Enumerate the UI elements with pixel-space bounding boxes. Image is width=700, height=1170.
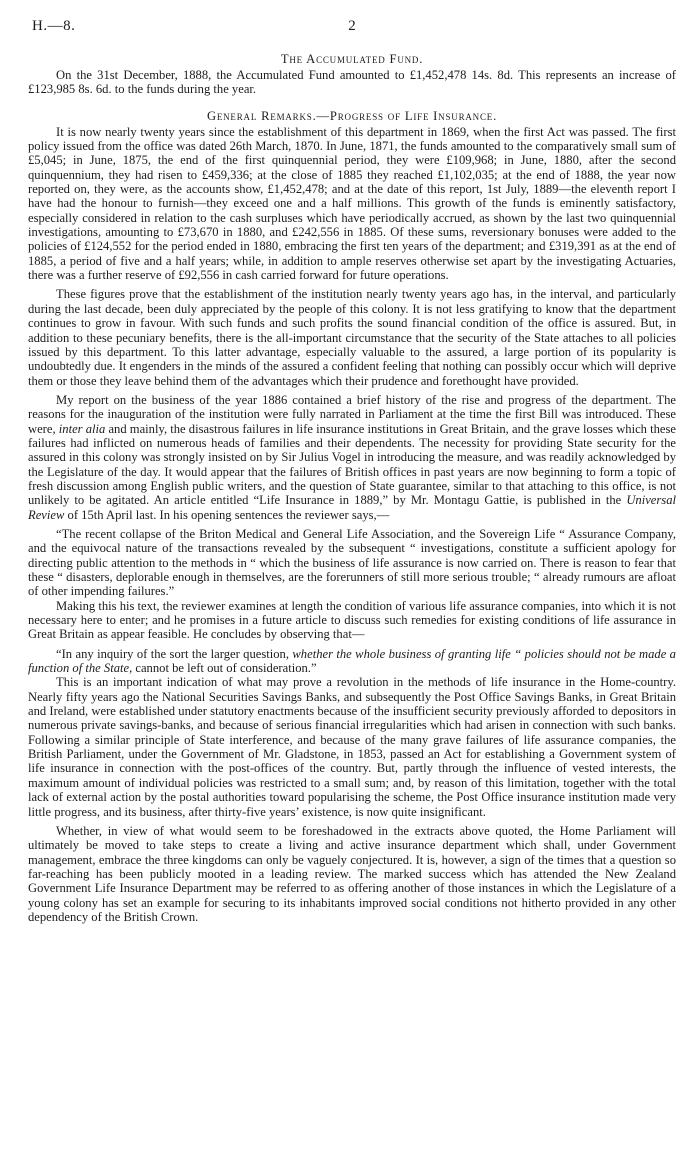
section-heading-accumulated-fund: The Accumulated Fund. bbox=[280, 52, 424, 66]
paragraph-3-text-a: My report on the business of the year 1886 contained a brief history of the rise and progress of the department. The reasons for the inauguration of the institution were fully narrated in Parliament at the time the first Bill was introduced. These were, bbox=[28, 392, 676, 436]
document-page bbox=[28, 18, 676, 924]
paragraph-1: It is now nearly twenty years since the establishment of this department in 1869, when the first Act was passed. The first policy issued from the office was dated 26th March, 1870. In June, 1871, the funds amounted to the comparatively small sum of £5,045; in June, 1875, the end of the first quinquennial period, they were £109,968; in June, 1880, after the second quinquennium, they had risen to £459,336; at the close of 1885 they reached £1,102,035; at the end of 1888, the year now reported on, they were, as the accounts show, £1,452,478; and at the date of this report, 1st July, 1889—the eleventh report I have had the honour to furnish—they exceed one and a half millions. This growth of the funds is eminently satisfactory, especially considered in relation to the cash surpluses which have periodically accrued, as shown by the last two quinquennial investigations, amounting to £73,670 in 1880, and £242,556 in 1885. Of these sums, reversionary bonuses were added to the policies of £124,552 for the period ended in 1880, embracing the first ten years of the department; and £319,391 as at the end of 1885, a period of five and a half years; while, in addition to ample reserves otherwise set apart by the investigating Actuaries, there was a further reserve of £92,556 in cash carried forward for future operations. bbox=[28, 124, 676, 283]
quotation-2-text-a: “In any inquiry of the sort the larger question, bbox=[56, 646, 293, 661]
paragraph-6: Whether, in view of what would seem to be foreshadowed in the extracts above quoted, the Home Parliament will ultimately be moved to take steps to create a living and active insurance department which shall, under Government management, embrace the three kingdoms can only be vaguely conjectured. It is, however, a sign of the times that a question so far-reaching has been publicly mooted in a leading review. The marked success which has attended the New Zealand Government Life Insurance Department may be referred to as offering another of those instances in which the Legislature of a young colony has set an example for securing to its inhabitants improved social conditions not hitherto provided in any other dependency of the British Crown. bbox=[28, 823, 676, 924]
paragraph-3-italic-a: inter alia bbox=[58, 421, 106, 436]
paragraph-3-italic-b: Universal Review bbox=[28, 493, 676, 522]
quotation-2-text-b: cannot be left out of consideration.” bbox=[132, 661, 317, 676]
paragraph-2: These figures prove that the establishment of the institution nearly twenty years ago has, in the interval, and particularly during the last decade, been duly appreciated by the people of this colony. It is not less gratifying to know that the department continues to grow in favour. With such funds and such profits the sound financial condition of the office is assured. But, in addition to these pecuniary benefits, there is the all-important circumstance that the security of the State attaches to all policies issued by this department. To this latter advantage, especially valuable to the assured, a large portion of its popularity is undoubtedly due. It engenders in the minds of the assured a confident feeling that nothing can possibly occur which will deprive them or those they leave behind them of the advantages which their prudence and forethought have provided. bbox=[28, 287, 676, 388]
paragraph-3 bbox=[28, 393, 676, 522]
document-reference: H.—8. bbox=[32, 18, 76, 34]
section-heading-general-remarks: General Remarks.—Progress of Life Insurance. bbox=[206, 108, 498, 123]
paragraph-3-text-b: and mainly, the disastrous failures in life insurance institutions in Great Britain, and the grave losses which these failures had inflicted on numerous heads of families and their dependents. The necessity for providing State security for the assured in this colony was strongly insisted on by Sir Julius Vogel in introducing the measure, and was readily acknowledged by the Legislature of the day. It would appear that the failures of British offices in past years are now beginning to form a topic of fresh discussion among English public writers, and the question of State guarantee, similar to that attaching to this office, is not unlikely to be agitated. An article entitled “Life Insurance in 1889,” by Mr. Montagu Gattie, is published in the bbox=[28, 421, 677, 508]
page-number: 2 bbox=[348, 18, 356, 34]
paragraph-3-text-c: of 15th April last. In his opening sentences the reviewer says,— bbox=[64, 507, 390, 522]
page-header bbox=[28, 18, 676, 40]
paragraph-accumulated-fund: On the 31st December, 1888, the Accumulated Fund amounted to £1,452,478 14s. 8d. This represents an increase of £123,985 8s. 6d. to the funds during the year. bbox=[28, 68, 676, 97]
quotation-2 bbox=[28, 647, 676, 676]
quotation-2-italic: whether the whole business of granting life “ policies should not be made a function of the State, bbox=[28, 646, 676, 676]
paragraph-5: This is an important indication of what may prove a revolution in the methods of life insurance in the Home-country. Nearly fifty years ago the National Securities Savings Banks, and subsequently the Post Office Savings Banks, in Great Britain and Ireland, were established under statutory enactments because of the insufficient security previously afforded to depositors in numerous private savings-banks, and because of serious financial irregularities which had arisen in connection with such banks. Following a similar principle of State interference, and because of the many grave failures of life assurance companies, the British Parliament, under the Government of Mr. Gladstone, in 1853, passed an Act for establishing a Government system of life insurance in connection with the post-offices of the country. But, partly through the influence of vested interests, the maximum amount of individual policies was restricted to a small sum; and, by reason of this limitation, together with the total lack of external action by the postal authorities toward popularising the scheme, the Post Office insurance institution made very little progress, and its business, after thirty-five years’ existence, is now quite insignificant. bbox=[28, 675, 676, 819]
quotation-1: “The recent collapse of the Briton Medical and General Life Association, and the Sovereign Life “ Assurance Company, and the equivocal nature of the transactions revealed by the subsequent “ investigations, constitute a sufficient apology for directing public attention to the methods in “ which the business of life assurance is now carried on. There is reason to fear that these “ disasters, deplorable enough in themselves, are the forerunners of still more serious trouble; “ already rumours are afloat of other impending failures.” bbox=[28, 526, 676, 599]
paragraph-4: Making this his text, the reviewer examines at length the condition of various life assurance companies, into which it is not necessary here to enter; and he promises in a future article to discuss such remedies for existing conditions of life assurance in Great Britain as appear feasible. He concludes by observing that— bbox=[28, 598, 676, 642]
